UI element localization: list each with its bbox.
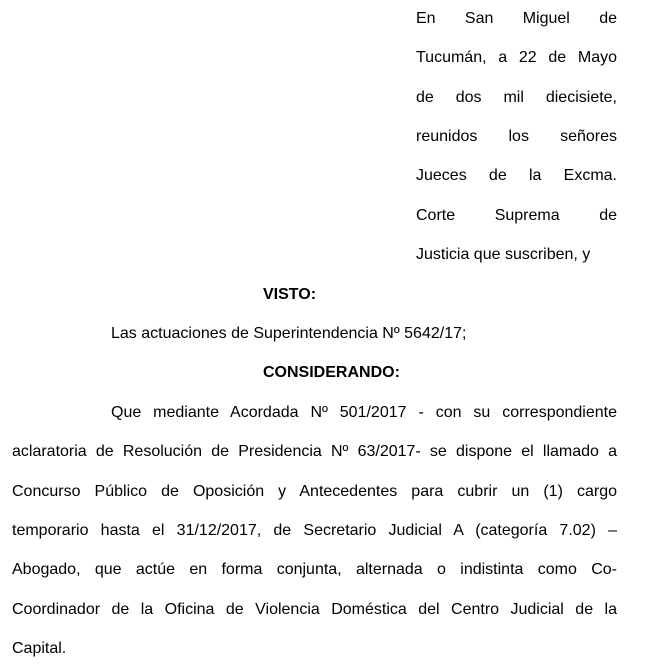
header-line: En San Miguel de: [416, 10, 617, 27]
header-line: reunidos los señores: [416, 128, 617, 145]
header-line: Jueces de la Excma.: [416, 167, 617, 184]
paragraph-line: Que mediante Acordada Nº 501/2017 - con su correspondiente: [111, 404, 617, 421]
visto-text: Las actuaciones de Superintendencia Nº 5642/17;: [111, 325, 467, 342]
visto-heading: VISTO:: [263, 286, 317, 303]
paragraph-line: temporario hasta el 31/12/2017, de Secretario Judicial A (categoría 7.02) –: [12, 522, 617, 539]
header-line: de dos mil diecisiete,: [416, 89, 617, 106]
paragraph-line: Capital.: [12, 640, 67, 657]
paragraph-line: Coordinador de la Oficina de Violencia Doméstica del Centro Judicial de la: [12, 601, 617, 618]
header-line: Corte Suprema de: [416, 207, 617, 224]
paragraph-line: Concurso Público de Oposición y Antecedentes para cubrir un (1) cargo: [12, 483, 617, 500]
paragraph-line: Abogado, que actúe en forma conjunta, alternada o indistinta como Co-: [12, 561, 617, 578]
header-line: Tucumán, a 22 de Mayo: [416, 49, 617, 66]
considerando-heading: CONSIDERANDO:: [263, 364, 400, 381]
header-line: Justicia que suscriben, y: [416, 246, 591, 263]
paragraph-line: aclaratoria de Resolución de Presidencia Nº 63/2017- se dispone el llamado a: [12, 443, 617, 460]
